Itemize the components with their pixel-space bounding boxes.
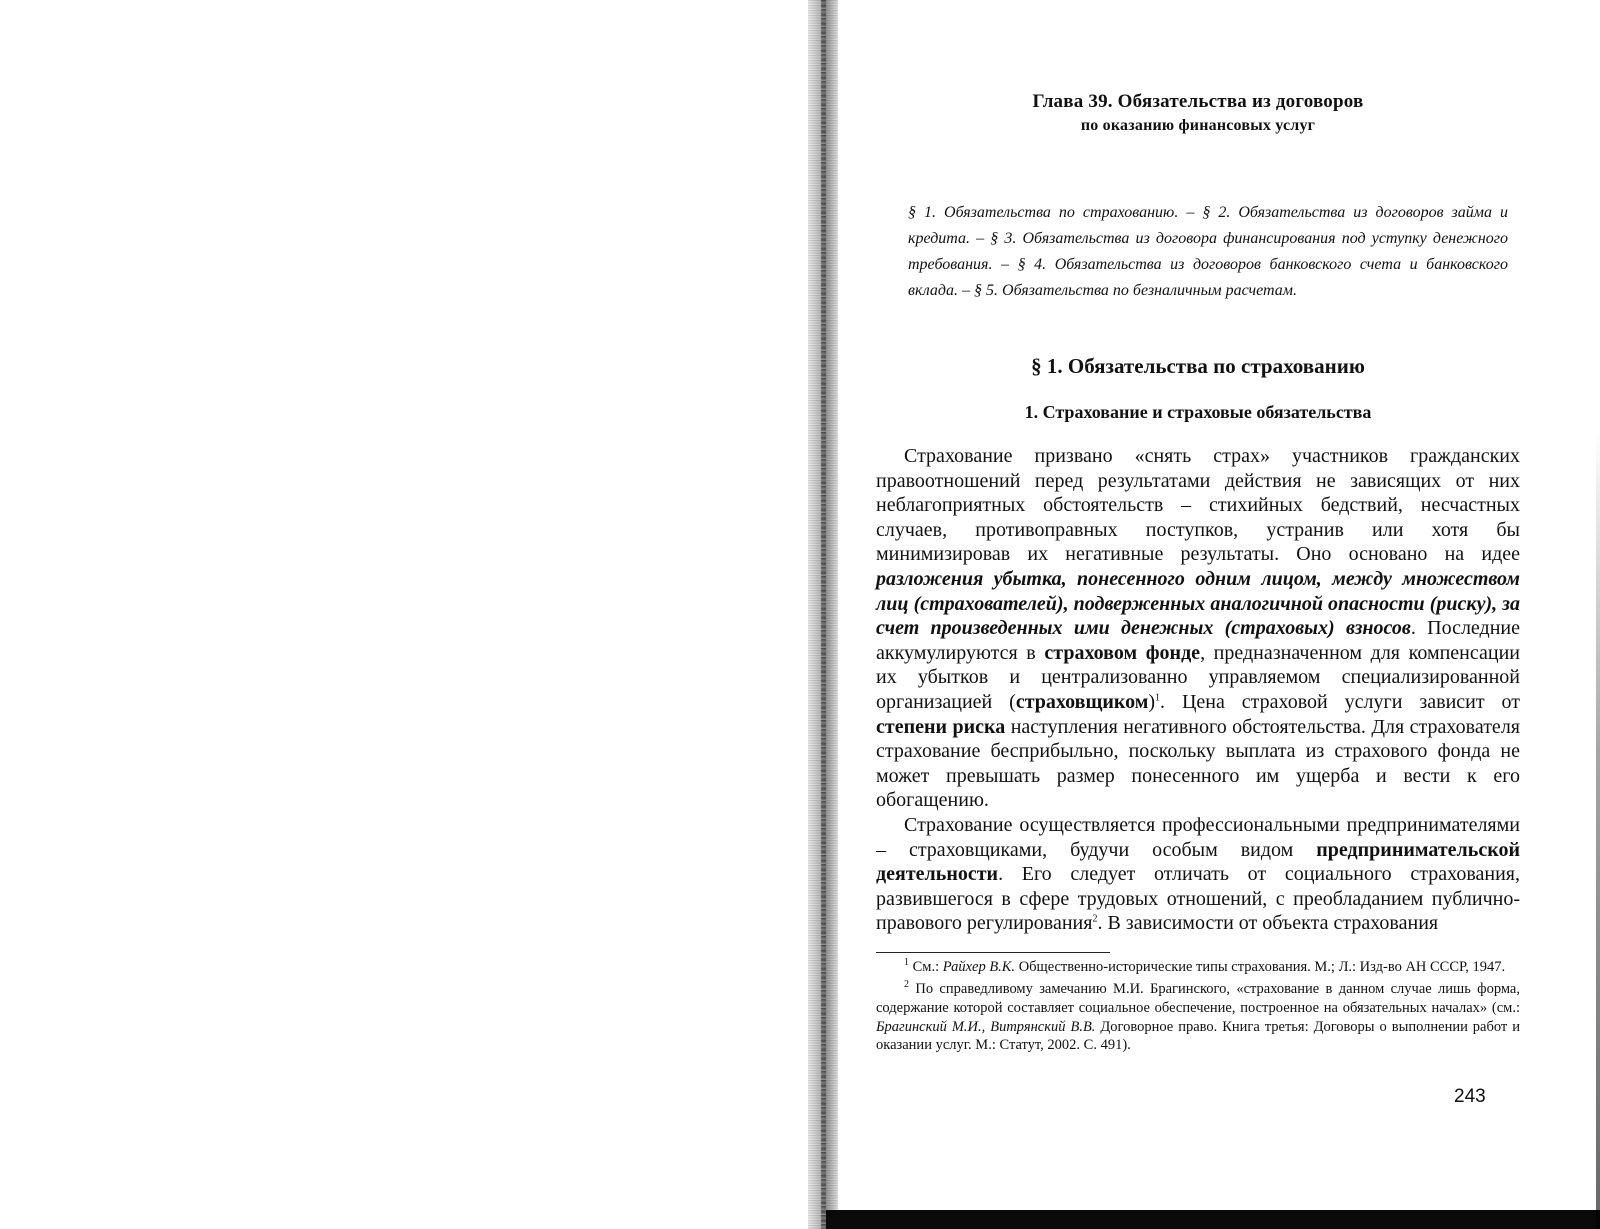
text-run: Страхование призвано «снять страх» участников гражданских правоотношений перед результатами действия не зависящих от них неблагоприятных обстоятельств – стихийных бедствий, несчастных случаев, противоправных поступков, устранив или хотя бы минимизировав их негативные результаты. Оно основано на идее [876,445,1520,566]
chapter-title [876,90,1520,138]
body-text [876,444,1520,936]
chapter-title-line1: Глава 39. Обязательства из договоров [1032,91,1364,112]
text-run: Общественно-исторические типы страхования. М.; Л.: Изд-во АН СССР, 1947. [1015,958,1506,975]
scan-right-edge [1596,430,1600,1229]
footnote-number: 1 [904,957,909,969]
term-bold: предпринимательской деятельности [876,838,1520,886]
paragraph-1 [876,444,1520,813]
emphasis-bold-italic: разложения убытка, понесенного одним лицом, между множеством лиц (страхователей), подверженных аналогичной опасности (риску), за счет произведенных ими денежных (страховых) взносов [876,567,1520,640]
text-run: См.: [909,958,943,975]
text-run: наступления негативного обстоятельства. Для страхователя страхование бесприбыльно, поскольку выплата из страхового фонда не может превышать размер понесенного им ущерба и вести к его обогащению. [876,715,1520,812]
footnote-2 [876,980,1520,1054]
scan-bottom-edge [826,1210,1600,1229]
chapter-title-line2: по оказанию финансовых услуг [1080,117,1316,134]
page-number: 243 [1454,1086,1486,1107]
author-italic: Брагинский М.И., Витрянский В.В. [876,1018,1096,1035]
author-italic: Райхер В.К. [942,958,1016,975]
text-run: По справедливому замечанию М.И. Брагинского, «страхование в данном случае лишь форма, содержание которой составляет социальное обеспечение, построенное на обязательных началах» (см.: [876,981,1520,1017]
footnote-1 [876,958,1520,977]
book-spine-edge [821,0,826,1229]
text-run: , предназначенном для компенсации их убытков и централизованно управляемом специализированной организацией ( [876,641,1520,713]
text-run: . Последние аккумулируются в [876,617,1521,664]
text-run: Страхование осуществляется профессиональными предпринимателями – страховщиками, будучи особым видом [876,813,1520,861]
footnote-divider [876,952,1110,953]
chapter-contents: § 1. Обязательства по страхованию. – § 2. Обязательства из договоров займа и кредита. – § 3. Обязательства из договора финансирования под уступку денежного требования. – § 4. Обязательства из договоров банковского счета и банковского вклада. – § 5. Обязательства по безналичным расчетам. [908,204,1508,299]
text-run: . Его следует отличать от социального страхования, развившегося в сфере трудовых отношений, с преобладанием публично-правового регулирования [876,863,1520,935]
text-run: . В зависимости от объекта страхования [1097,912,1439,935]
right-page [876,90,1520,1055]
term-bold: степени риска [876,715,1006,738]
footnote-number: 2 [904,979,909,991]
text-run: . Цена страховой услуги зависит от [1160,690,1520,713]
footnote-ref-1[interactable]: 1 [1155,692,1161,704]
footnote-ref-2[interactable]: 2 [1092,913,1098,925]
section-title: § 1. Обязательства по страхованию [1031,354,1365,378]
footnotes [876,958,1520,1055]
subsection-title: 1. Страхование и страховые обязательства [1024,402,1372,422]
term-bold: страховом фонде [1044,641,1201,664]
text-run: ) [1148,690,1156,713]
text-run: Договорное право. Книга третья: Договоры о выполнении работ и оказании услуг. М.: Статут, 2002. С. 491). [876,1018,1520,1054]
term-bold: страховщиком [1015,690,1149,713]
paragraph-2 [876,813,1520,936]
